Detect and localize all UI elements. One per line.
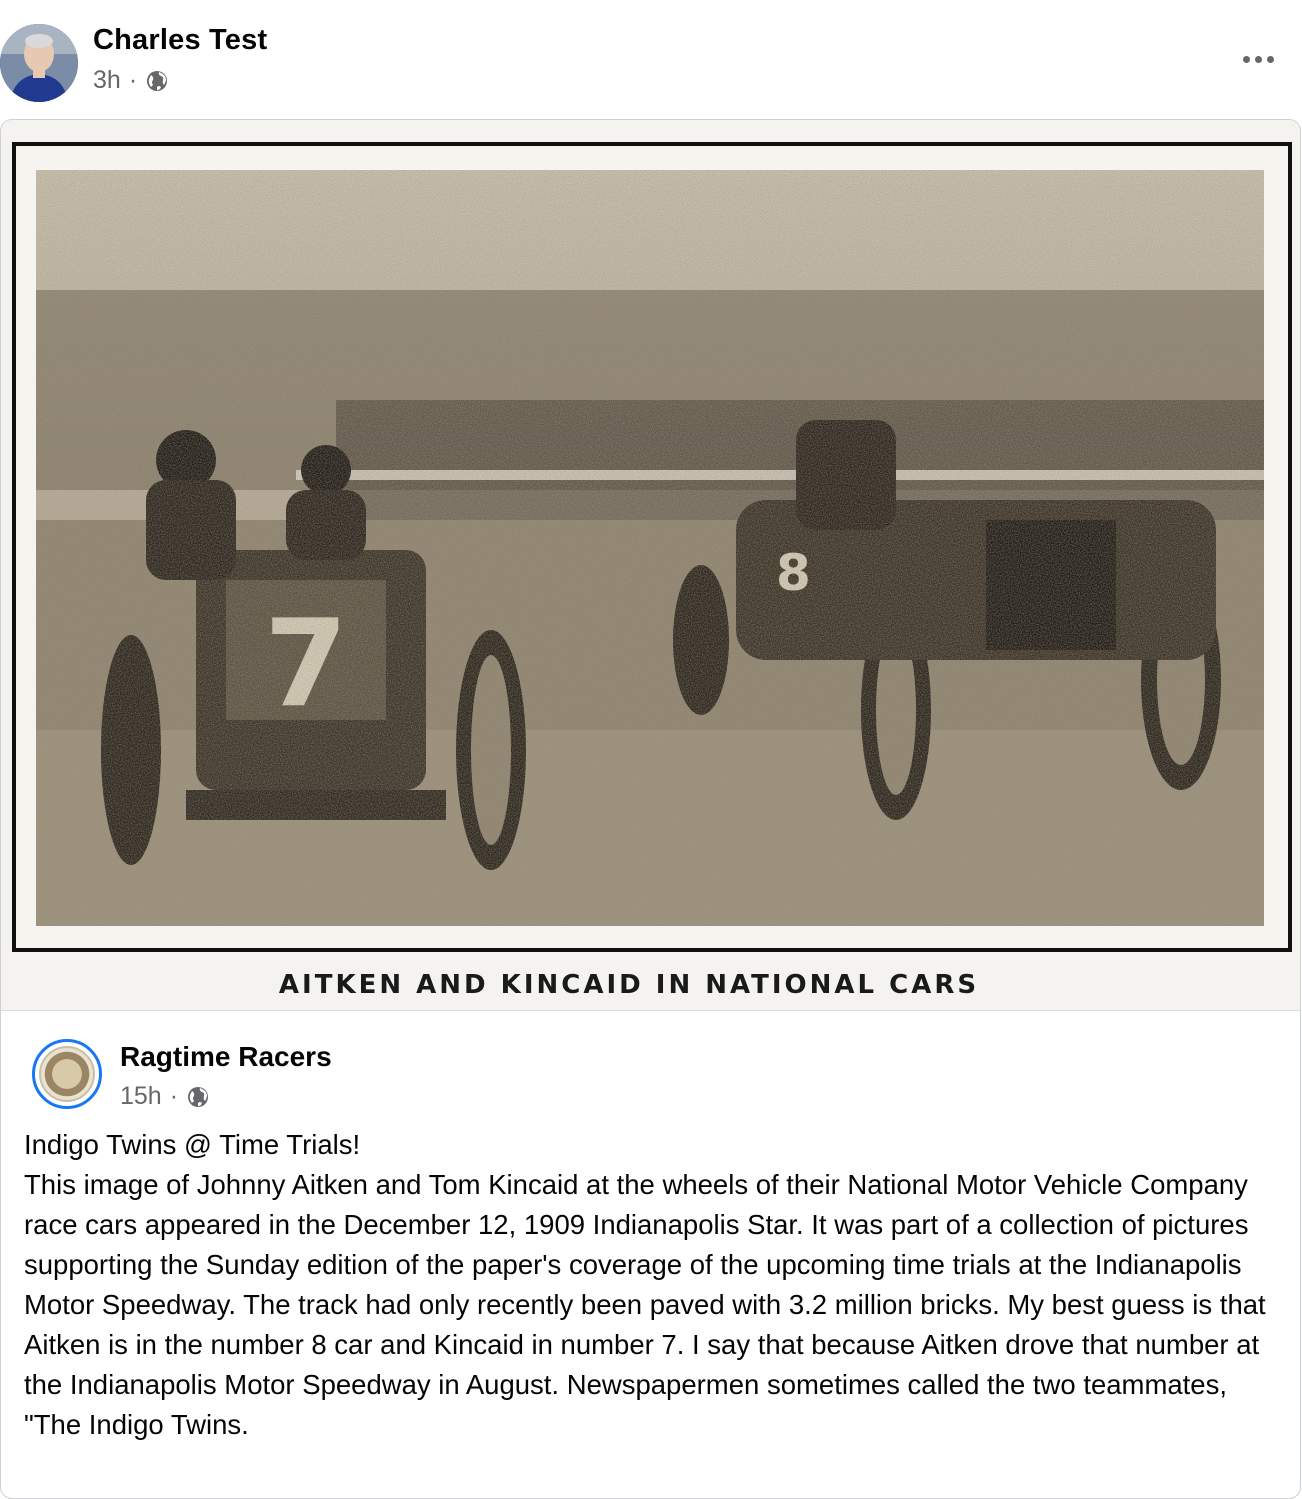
author-avatar-image	[0, 24, 78, 102]
page-avatar[interactable]	[32, 1039, 102, 1109]
globe-icon[interactable]	[186, 1085, 210, 1109]
author-name[interactable]: Charles Test	[93, 24, 268, 56]
post-header	[0, 0, 1302, 118]
page-avatar-image	[39, 1046, 95, 1102]
author-avatar[interactable]	[0, 24, 78, 102]
more-options-icon[interactable]	[1236, 44, 1280, 74]
post-meta	[93, 66, 169, 95]
shared-post-card[interactable]	[0, 119, 1301, 1499]
photo-frame	[12, 142, 1292, 952]
shared-post-meta	[120, 1082, 210, 1111]
globe-icon[interactable]	[145, 69, 169, 93]
newspaper-photo[interactable]	[1, 120, 1301, 1010]
race-cars-illustration	[36, 170, 1264, 926]
race-cars-image	[36, 170, 1264, 926]
shared-post-header	[1, 1011, 1301, 1131]
shared-post-timestamp[interactable]: 15h	[120, 1082, 162, 1110]
meta-separator: ·	[169, 1082, 179, 1110]
shared-post-text: Indigo Twins @ Time Trials! This image of Johnny Aitken and Tom Kincaid at the wheels of their National Motor Vehicle Company race cars appeared in the December 12, 1909 Indianapolis Star. It was part of a collection of pictures supporting the Sunday edition of the paper's coverage of the upcoming time trials at the Indianapolis Motor Speedway. The track had only recently been paved with 3.2 million bricks. My best guess is that Aitken is in the number 8 car and Kincaid in number 7. I say that because Aitken drove that number at the Indianapolis Motor Speedway in August. Newspapermen sometimes called the two teammates, "The Indigo Twins.	[24, 1129, 1266, 1440]
meta-separator: ·	[128, 66, 138, 94]
photo-caption: AITKEN AND KINCAID IN NATIONAL CARS	[278, 970, 980, 1000]
post-timestamp[interactable]: 3h	[93, 66, 121, 94]
page-name[interactable]: Ragtime Racers	[120, 1041, 332, 1072]
